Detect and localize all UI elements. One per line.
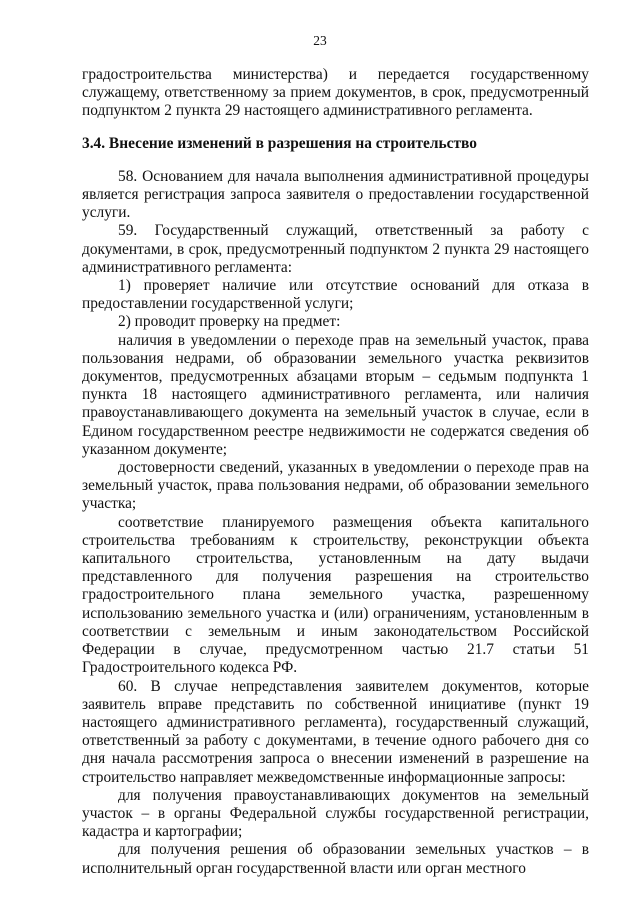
paragraph-request-rosreestr: для получения правоустанавливающих документов на земельный участок – в органы Федеральной службы государственной регистрации, кадастра и картографии; <box>82 786 589 841</box>
paragraph-continuation: градостроительства министерства) и передается государственному служащему, ответственному за прием документов, в срок, предусмотренный подпунктом 2 пункта 29 настоящего административного регламента. <box>82 66 589 120</box>
section-heading: 3.4. Внесение изменений в разрешения на строительство <box>82 134 477 152</box>
paragraph-60: 60. В случае непредставления заявителем документов, которые заявитель вправе представить по собственной инициативе (пункт 19 настоящего административного регламента), государственный служащий, ответственный за работу с документами, в течение одного рабочего дня со дня начала рассмотрения запроса о внесении изменений в разрешение на строительство направляет межведомственные информационные запросы: <box>82 677 589 786</box>
paragraph-59-item-2: 2) проводит проверку на предмет: <box>118 313 341 331</box>
paragraph-request-land-formation: для получения решения об образовании земельных участков – в исполнительный орган государственной власти или орган местного <box>82 841 589 877</box>
paragraph-58: 58. Основанием для начала выполнения административной процедуры является регистрация запроса заявителя о предоставлении государственной услуги. <box>82 167 589 222</box>
page-number: 23 <box>313 33 327 48</box>
paragraph-check-presence: наличия в уведомлении о переходе прав на земельный участок, права пользования недрами, об образовании земельного участка реквизитов документов, предусмотренных абзацами вторым – седьмым подпункта 1 пункта 18 настоящего административного регламента, или наличия правоустанавливающего документа на земельный участок в случае, если в Едином государственном реестре недвижимости не содержатся сведения об указанном документе; <box>82 331 589 458</box>
paragraph-59-item-1: 1) проверяет наличие или отсутствие оснований для отказа в предоставлении государственной услуги; <box>82 277 589 313</box>
paragraph-check-compliance: соответствие планируемого размещения объекта капитального строительства требованиям к строительству, реконструкции объекта капитального строительства, установленным на дату выдачи представленного для получения разрешения на строительство градостроительного плана земельного участка, разрешенному использованию земельного участка и (или) ограничениям, установленным в соответствии с земельным и иным законодательством Российской Федерации в случае, предусмотренном частью 21.7 статьи 51 Градостроительного кодекса РФ. <box>82 513 589 677</box>
paragraph-59: 59. Государственный служащий, ответственный за работу с документами, в срок, предусмотренный подпунктом 2 пункта 29 настоящего административного регламента: <box>82 222 589 276</box>
document-body <box>82 66 589 878</box>
paragraph-check-reliability: достоверности сведений, указанных в уведомлении о переходе прав на земельный участок, права пользования недрами, об образовании земельного участка; <box>82 459 589 513</box>
